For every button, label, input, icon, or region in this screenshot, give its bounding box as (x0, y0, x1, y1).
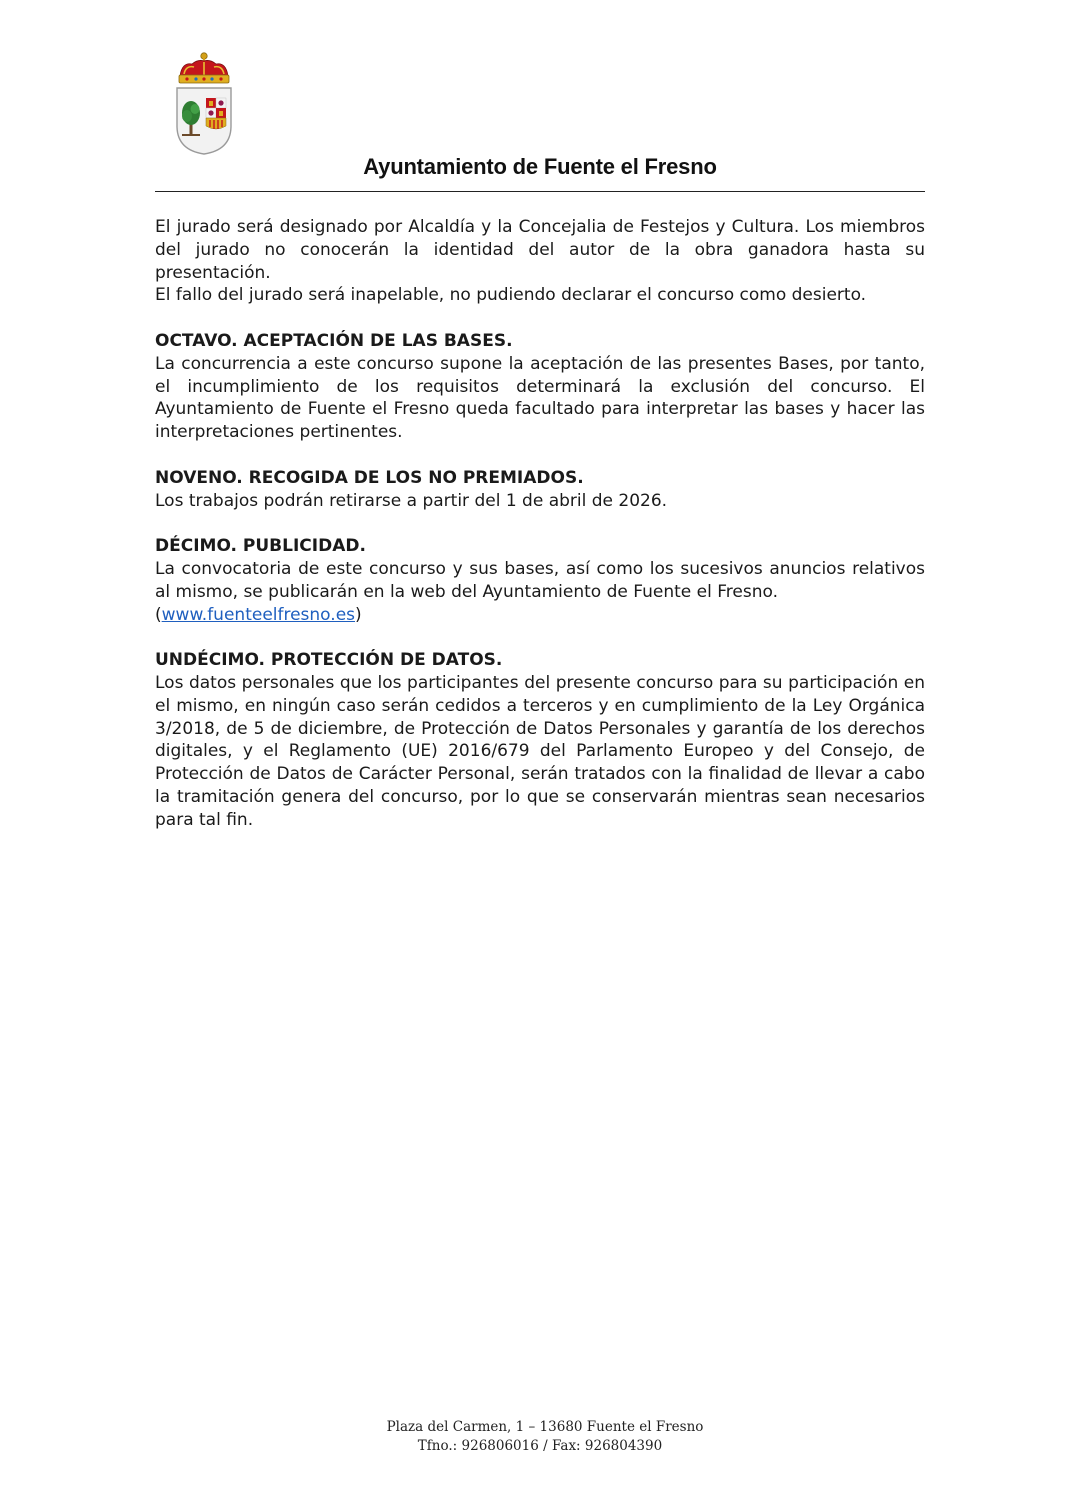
page-footer (0, 1418, 1080, 1456)
paren-close: ) (355, 604, 362, 625)
section-body: La concurrencia a este concurso supone la aceptación de las presentes Bases, por tanto, el incumplimiento de los requisitos determinará la exclusión del concurso. El Ayuntamiento de Fuente el Fresno queda facultado para interpretar las bases y hacer las interpretaciones pertinentes. (155, 353, 925, 443)
shield-icon (177, 88, 231, 154)
section-body: Los trabajos podrán retirarse a partir del 1 de abril de 2026. (155, 490, 668, 511)
website-link[interactable]: www.fuenteelfresno.es (161, 604, 356, 625)
crown-icon (179, 53, 229, 83)
section-undecimo (155, 649, 925, 831)
website-line (155, 604, 925, 627)
footer-address: Plaza del Carmen, 1 – 13680 Fuente el Fresno (386, 1419, 704, 1435)
paren-open: ( (155, 604, 162, 625)
section-octavo (155, 330, 925, 444)
section-body: Los datos personales que los participantes del presente concurso para su participación en el mismo, en ningún caso serán cedidos a terceros y en cumplimiento de la Ley Orgánica 3/2018, de 5 de diciembre, de Protección de Datos Personales y garantía de los derechos digitales, y el Reglamento (UE) 2016/679 del Parlamento Europeo y del Consejo, de Protección de Datos de Carácter Personal, serán tratados con la finalidad de llevar a cabo la tramitación genera del concurso, por lo que se conservarán mientras sean necesarios para tal fin. (155, 672, 925, 830)
section-title: NOVENO. RECOGIDA DE LOS NO PREMIADOS. (155, 467, 584, 488)
section-title: DÉCIMO. PUBLICIDAD. (155, 536, 366, 557)
municipal-coat-of-arms-icon (172, 50, 236, 156)
document-body (155, 216, 925, 832)
section-title: OCTAVO. ACEPTACIÓN DE LAS BASES. (155, 330, 513, 351)
section-body: La convocatoria de este concurso y sus bases, así como los sucesivos anuncios relativos al mismo, se publicarán en la web del Ayuntamiento de Fuente el Fresno. (155, 558, 925, 602)
verdict-paragraph: El fallo del jurado será inapelable, no pudiendo declarar el concurso como desierto. (155, 285, 867, 306)
section-title: UNDÉCIMO. PROTECCIÓN DE DATOS. (155, 650, 503, 671)
section-noveno (155, 467, 925, 513)
organization-title: Ayuntamiento de Fuente el Fresno (363, 154, 717, 179)
section-decimo (155, 535, 925, 626)
header-divider (155, 191, 925, 192)
footer-contact: Tfno.: 926806016 / Fax: 926804390 (417, 1438, 663, 1454)
jury-paragraph: El jurado será designado por Alcaldía y la Concejalia de Festejos y Cultura. Los miembros del jurado no conocerán la identidad del autor de la obra ganadora hasta su presentación. (155, 217, 925, 283)
